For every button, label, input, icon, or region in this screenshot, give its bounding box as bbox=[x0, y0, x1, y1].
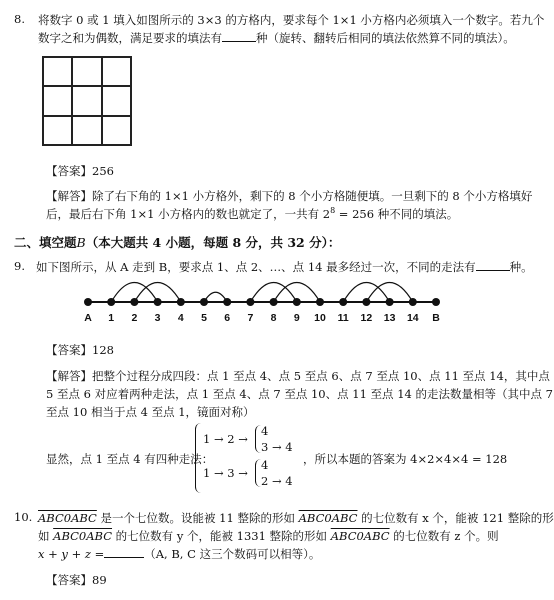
point-4 bbox=[177, 298, 185, 306]
point-label-4: 4 bbox=[177, 312, 184, 324]
point-8 bbox=[270, 298, 278, 306]
q8-sol2b: = 256 种不同的填法。 bbox=[335, 207, 459, 221]
point-12 bbox=[362, 298, 370, 306]
q10-line2b: 的七位数有 y 个，能被 1331 整除的形如 bbox=[112, 529, 331, 543]
point-7 bbox=[246, 298, 254, 306]
point-label-8: 8 bbox=[270, 312, 277, 324]
point-label-11: 11 bbox=[337, 312, 349, 324]
point-B bbox=[432, 298, 440, 306]
point-5 bbox=[200, 298, 208, 306]
q9-line1a: 如下图所示，从 A 走到 B，要求点 1、点 2、…、点 14 最多经过一次，不同的走法有 bbox=[36, 260, 476, 274]
q10-line2 bbox=[38, 528, 499, 544]
q8-answer-blank bbox=[222, 30, 256, 42]
path-a: 1 → 2 → bbox=[203, 432, 248, 446]
q8-answer: 【答案】256 bbox=[46, 164, 114, 178]
q8-line2b: 种（旋转、翻转后相同的填法依然算不同的填法）。 bbox=[256, 31, 515, 45]
q10-ol1: ABC0ABC bbox=[38, 511, 97, 525]
point-label-3: 3 bbox=[154, 312, 161, 324]
grid-cell bbox=[72, 86, 101, 115]
q8-sol2sup: 8 bbox=[330, 206, 336, 216]
point-label-2: 2 bbox=[131, 312, 138, 324]
point-9 bbox=[293, 298, 301, 306]
q10-line2c: 的七位数有 z 个。则 bbox=[389, 529, 499, 543]
point-2 bbox=[130, 298, 138, 306]
q9-conclusion: ，所以本题的答案为 4×2×4×4 = 128 bbox=[303, 452, 508, 466]
section-heading-title: 二、填空题 bbox=[14, 235, 77, 250]
q10-ol4: ABC0ABC bbox=[330, 529, 390, 543]
point-1 bbox=[107, 298, 115, 306]
q8-line1: 将数字 0 或 1 填入如图所示的 3×3 的方格内，要求每个 1×1 小方格内必须填入一个数字。若九个 bbox=[38, 13, 545, 27]
path-a1: 4 bbox=[261, 424, 269, 438]
point-label-7: 7 bbox=[247, 312, 254, 324]
section-heading-rest: （本大题共 4 小题，每题 8 分，共 32 分）： bbox=[85, 235, 341, 250]
q8-sol2a: 后，最后右下角 1×1 小方格内的数也就定了，一共有 2 bbox=[46, 207, 331, 221]
q10-line3b: （A, B, C 这三个数码可以相等）。 bbox=[144, 547, 321, 561]
point-14 bbox=[409, 298, 417, 306]
point-10 bbox=[316, 298, 324, 306]
path-b1: 4 bbox=[261, 458, 269, 472]
point-label-9: 9 bbox=[293, 312, 300, 324]
q8-number: 8. bbox=[14, 12, 25, 26]
point-label-5: 5 bbox=[201, 312, 207, 324]
point-label-13: 13 bbox=[383, 312, 396, 324]
path-b2: 2 → 4 bbox=[261, 474, 293, 488]
q10-ol2: ABC0ABC bbox=[298, 511, 358, 525]
q9-solution-line3: 至点 10 相当于点 4 至点 1，镜面对称） bbox=[46, 405, 255, 419]
point-3 bbox=[154, 298, 162, 306]
point-label-6: 6 bbox=[224, 312, 231, 324]
q8-solution-line1: 【解答】除了右下角的 1×1 小方格外，剩下的 8 个小方格随便填。一旦剩下的 8 个小方格填好 bbox=[46, 189, 533, 203]
q10-answer-blank bbox=[104, 546, 144, 558]
q9-obviously: 显然，点 1 至点 4 有四种走法： bbox=[46, 452, 214, 466]
point-A bbox=[84, 298, 92, 306]
q8-3x3-grid bbox=[42, 56, 132, 146]
point-11 bbox=[339, 298, 347, 306]
q10-line3 bbox=[38, 546, 320, 562]
point-label-A: A bbox=[84, 312, 92, 324]
q10-line1b: 的七位数有 x 个，能被 121 整除的形 bbox=[357, 511, 554, 525]
q10-line1a: 是一个七位数。设能被 11 整除的形如 bbox=[96, 511, 299, 525]
point-13 bbox=[386, 298, 394, 306]
q9-number: 9. bbox=[14, 259, 25, 273]
section-heading bbox=[14, 233, 340, 251]
point-6 bbox=[223, 298, 231, 306]
q8-solution-line2 bbox=[46, 206, 458, 222]
path-a2: 3 → 4 bbox=[261, 440, 293, 454]
q9-path-diagram bbox=[70, 282, 450, 324]
grid-cell bbox=[43, 116, 72, 145]
q10-line2a: 如 bbox=[38, 529, 54, 543]
q9-answer: 【答案】128 bbox=[46, 343, 114, 357]
grid-cell bbox=[102, 57, 131, 86]
point-label-B: B bbox=[432, 312, 440, 324]
outer-brace bbox=[195, 423, 202, 493]
q9-solution-line1: 【解答】把整个过程分成四段：点 1 至点 4、点 5 至点 6、点 7 至点 10、点 11 至点 14，其中点 bbox=[46, 369, 550, 383]
q8-line2 bbox=[38, 30, 515, 46]
q9-solution-line2: 5 至点 6 对应着两种走法，点 1 至点 4、点 7 至点 10、点 11 至点 14 的走法数量相等（其中点 7 bbox=[46, 387, 553, 401]
q10-line3a: x + y + z = bbox=[38, 547, 105, 561]
q10-ol3: ABC0ABC bbox=[53, 529, 113, 543]
path-b: 1 → 3 → bbox=[203, 466, 248, 480]
q9-line1b: 种。 bbox=[509, 260, 533, 274]
point-label-12: 12 bbox=[360, 312, 373, 324]
q10-line1 bbox=[38, 510, 554, 526]
q8-line2a: 数字之和为偶数，满足要求的填法有 bbox=[38, 31, 222, 45]
grid-cell bbox=[102, 86, 131, 115]
grid-cell bbox=[72, 57, 101, 86]
point-label-10: 10 bbox=[314, 312, 326, 324]
q9-answer-blank bbox=[476, 259, 510, 271]
point-label-14: 14 bbox=[406, 312, 419, 324]
grid-cell bbox=[72, 116, 101, 145]
point-label-1: 1 bbox=[108, 312, 115, 324]
section-heading-italic: B bbox=[76, 235, 86, 250]
grid-cell bbox=[43, 57, 72, 86]
q10-answer: 【答案】89 bbox=[46, 573, 107, 587]
q10-number: 10. bbox=[14, 510, 33, 524]
grid-cell bbox=[102, 116, 131, 145]
grid-cell bbox=[43, 86, 72, 115]
q9-line1 bbox=[36, 259, 533, 275]
